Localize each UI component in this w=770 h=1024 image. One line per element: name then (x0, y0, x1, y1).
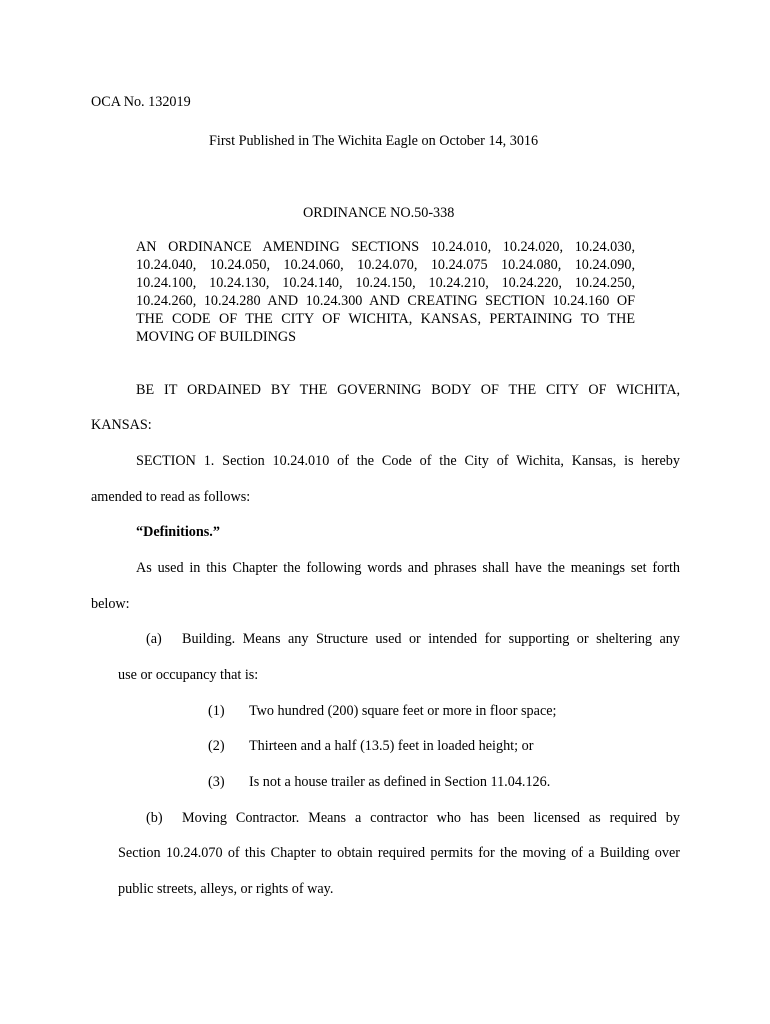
item-b-label: (b) (146, 810, 163, 826)
section1-line1: SECTION 1. Section 10.24.010 of the Code of the City of Wichita, Kansas, is hereby (136, 453, 680, 469)
sub-item-label: (3) (208, 774, 225, 790)
section1-line2: amended to read as follows: (91, 489, 251, 505)
definitions-intro-line2: below: (91, 596, 130, 612)
item-b-line1: Moving Contractor. Means a contractor who has been licensed as required by (182, 810, 680, 826)
item-b-line3: public streets, alleys, or rights of way. (118, 881, 334, 897)
ordinance-number: ORDINANCE NO.50-338 (303, 205, 455, 221)
caption-line: 10.24.100, 10.24.130, 10.24.140, 10.24.150, 10.24.210, 10.24.220, 10.24.250, (136, 275, 635, 291)
sub-item-text: Two hundred (200) square feet or more in floor space; (249, 703, 557, 719)
caption-line: MOVING OF BUILDINGS (136, 329, 297, 345)
item-b-line2: Section 10.24.070 of this Chapter to obtain required permits for the moving of a Building over (118, 845, 680, 861)
item-a-line2: use or occupancy that is: (118, 667, 259, 683)
publication-notice: First Published in The Wichita Eagle on October 14, 3016 (209, 133, 539, 149)
oca-number: OCA No. 132019 (91, 94, 191, 110)
enacting-clause-line1: BE IT ORDAINED BY THE GOVERNING BODY OF THE CITY OF WICHITA, (136, 382, 680, 398)
sub-item-label: (1) (208, 703, 225, 719)
sub-item-label: (2) (208, 738, 225, 754)
caption-line: THE CODE OF THE CITY OF WICHITA, KANSAS, PERTAINING TO THE (136, 311, 635, 327)
definitions-heading: “Definitions.” (136, 524, 220, 540)
definitions-intro-line1: As used in this Chapter the following words and phrases shall have the meanings set forth (136, 560, 680, 576)
item-a-line1: Building. Means any Structure used or intended for supporting or sheltering any (182, 631, 680, 647)
enacting-clause-line2: KANSAS: (91, 417, 152, 433)
caption-line: 10.24.260, 10.24.280 AND 10.24.300 AND CREATING SECTION 10.24.160 OF (136, 293, 635, 309)
sub-item-text: Thirteen and a half (13.5) feet in loaded height; or (249, 738, 534, 754)
caption-line: AN ORDINANCE AMENDING SECTIONS 10.24.010, 10.24.020, 10.24.030, (136, 239, 635, 255)
item-a-label: (a) (146, 631, 162, 647)
caption-line: 10.24.040, 10.24.050, 10.24.060, 10.24.070, 10.24.075 10.24.080, 10.24.090, (136, 257, 635, 273)
sub-item-text: Is not a house trailer as defined in Section 11.04.126. (249, 774, 551, 790)
